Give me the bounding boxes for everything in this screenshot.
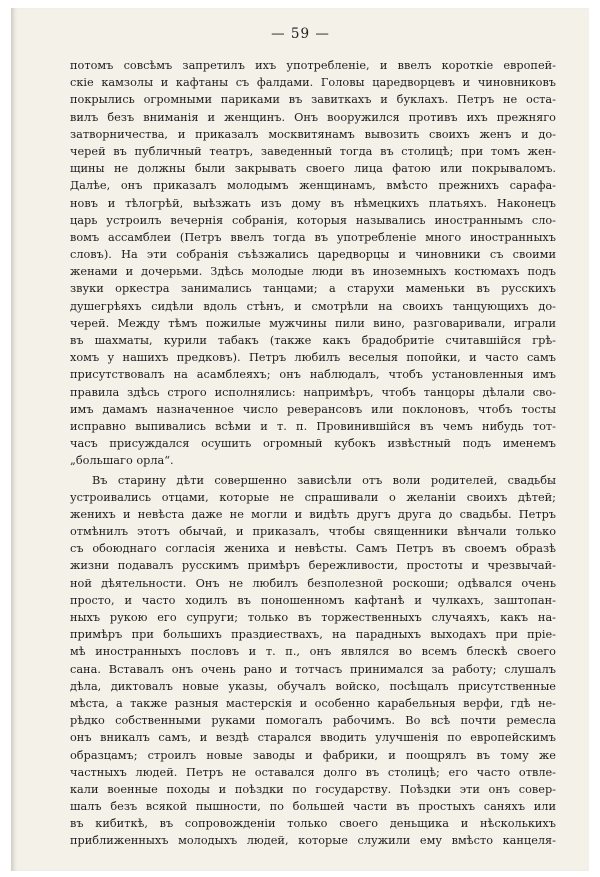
text-line: женами и дочерьми. Здѣсь молодые люди въ иноземныхъ костюмахъ подъ <box>70 265 556 279</box>
text-line: присутствовалъ на асамблеяхъ; онъ наблюдалъ, чтобъ установленныя имъ <box>70 368 556 382</box>
text-line: жизни подавалъ русскимъ примѣръ бережливости, простоты и чрезвычай- <box>70 559 556 573</box>
book-page <box>11 8 589 871</box>
text-line: черей. Между тѣмъ пожилые мужчины пили вино, разговаривали, играли <box>70 316 556 330</box>
text-line: въ кибиткѣ, въ сопровожденіи только своего деньщика и нѣсколькихъ <box>70 817 556 831</box>
text-line: въ шахматы, курили табакъ (также какъ брадобритіе считавшійся грѣ- <box>70 334 556 347</box>
text-line: онъ вникалъ самъ, и вездѣ старался вводить улучшенія по европейскимъ <box>70 731 556 745</box>
text-line: кали военные походы и поѣздки по государству. Поѣздки эти онъ совер- <box>70 782 556 796</box>
text-line: вилъ безъ вниманія и женщинъ. Онъ вооружился противъ ихъ прежняго <box>70 110 556 124</box>
text-line: часъ присуждался осушить огромный кубокъ извѣстный подъ именемъ <box>70 437 556 451</box>
text-line: шалъ безъ всякой пышности, по большей части въ простыхъ саняхъ или <box>70 800 556 814</box>
text-line: женихъ и невѣста даже не могли и видѣть другъ друга до свадьбы. Петръ <box>70 507 556 521</box>
text-line: душегрѣяхъ сидѣли вдоль стѣнъ, и смотрѣли на своихъ танцующихъ до- <box>70 299 556 313</box>
page-text <box>70 57 556 850</box>
text-line: ной дѣятельности. Онъ не любилъ безполезной роскоши; одѣвался очень <box>70 576 556 590</box>
text-line: образцамъ; строилъ новые заводы и фабрики, и поощрялъ въ тому же <box>70 748 556 762</box>
text-line: исправно выпивались всѣми и т. п. Провинившійся въ чемъ нибудь тот- <box>70 419 556 433</box>
text-line: правила здѣсь строго исполнялись: напримѣръ, чтобъ танцоры дѣлали сво- <box>70 385 556 399</box>
text-line: покрылись огромными париками въ завиткахъ и буклахъ. Петръ не оста- <box>70 93 556 107</box>
text-line: Въ старину дѣти совершенно зависѣли отъ воли родителей, свадьбы <box>92 473 556 487</box>
text-line: черей въ публичный театръ, заведенный тогда въ столицѣ; при томъ жен- <box>70 144 556 158</box>
text-line: имъ дамамъ назначенное число реверансовъ или поклоновъ, чтобъ тосты <box>70 402 556 416</box>
text-line: примѣръ при большихъ праздиествахъ, на парадныхъ выходахъ при пріе- <box>70 628 556 642</box>
text-line: мѣста, а также разныя мастерскія и особенно карабельныя верфи, гдѣ не- <box>70 696 556 710</box>
text-line: приближенныхъ молодыхъ людей, которые служили ему вмѣсто канцеля- <box>70 834 556 848</box>
text-line: новъ и тѣлогрѣй, выѣзжать изъ дому въ нѣмецкихъ платьяхъ. Наконецъ <box>70 196 556 210</box>
page-number: — 59 — <box>271 26 330 42</box>
text-line: сана. Вставалъ онъ очень рано и тотчасъ принимался за работу; слушалъ <box>70 662 556 676</box>
text-line: словъ). На эти собранія съѣзжались царедворцы и чиновники съ своими <box>70 248 556 262</box>
text-line: устроивались отцами, которые не спрашивали о желаніи своихъ дѣтей; <box>70 490 556 504</box>
text-line: щины не должны были закрывать своего лица фатою или покрываломъ. <box>70 162 556 176</box>
text-line: хомъ у нашихъ предковъ). Петръ любилъ веселыя попойки, и часто самъ <box>70 351 556 365</box>
text-line: затворничества, и приказалъ москвитянамъ вывозить своихъ женъ и до- <box>70 127 556 141</box>
text-line: Далѣе, онъ приказалъ молодымъ женщинамъ, вмѣсто прежнихъ сарафа- <box>70 179 556 193</box>
text-line: отмѣнилъ этотъ обычай, и приказалъ, чтобы священники вѣнчали только <box>70 525 556 539</box>
text-line: звуки оркестра занимались танцами; а старухи маменьки въ русскихъ <box>70 282 556 296</box>
text-line: частныхъ людей. Петръ не оставался долго въ столицѣ; его часто отвле- <box>70 765 556 779</box>
text-line: вомъ ассамблеи (Петръ ввелъ тогда въ употребленіе много иностранныхъ <box>70 230 556 244</box>
text-line: мѣ иностранныхъ пословъ и т. п., онъ являлся во всемъ блескѣ своего <box>70 645 556 659</box>
text-line: ныхъ рукою его супруги; только въ торжественныхъ случаяхъ, какъ на- <box>70 611 556 624</box>
text-line: рѣдко собственными руками помогалъ рабочимъ. Во всѣ почти ремесла <box>70 714 556 728</box>
text-line: просто, и часто ходилъ въ поношенномъ кафтанѣ и чулкахъ, заштопан- <box>70 593 556 607</box>
text-line: дѣла, диктовалъ новые указы, обучалъ войско, посѣщалъ присутственные <box>70 679 556 693</box>
text-line: скіе камзолы и кафтаны съ фалдами. Головы царедворцевъ и чиновниковъ <box>70 76 556 90</box>
text-line: „большаго орла“. <box>70 454 174 468</box>
text-line: потомъ совсѣмъ запретилъ ихъ употребленіе, и ввелъ короткіе европей- <box>70 59 556 72</box>
text-line: царь устроилъ вечернія собранія, которыя назывались иностраннымъ сло- <box>70 213 556 227</box>
text-line: съ обоюднаго согласія жениха и невѣсты. Самъ Петръ въ своемъ образѣ <box>70 542 556 556</box>
